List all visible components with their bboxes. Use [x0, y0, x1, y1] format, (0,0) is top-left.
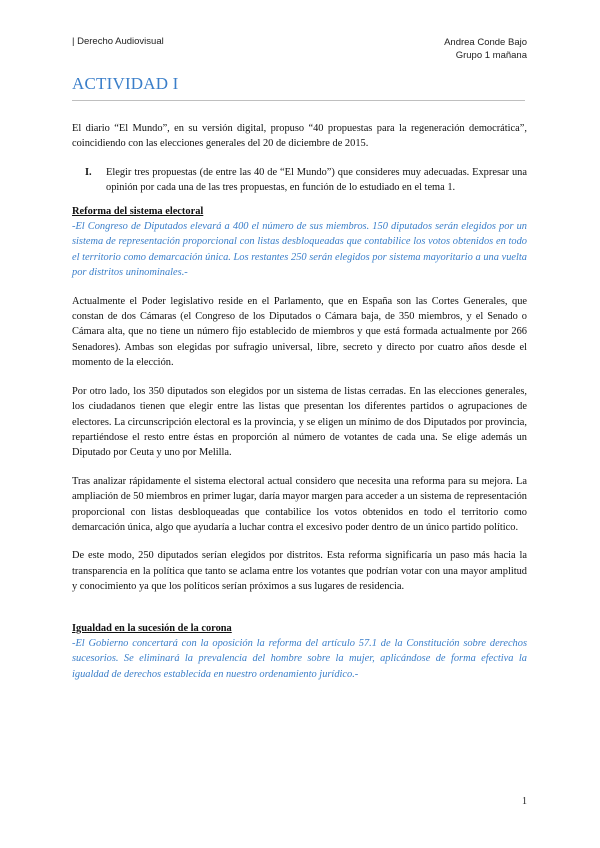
section-heading-electoral: Reforma del sistema electoral	[72, 205, 204, 217]
title-divider	[72, 100, 525, 101]
course-name: | Derecho Audiovisual	[72, 36, 164, 47]
proposal-quote-electoral: -El Congreso de Diputados elevará a 400 el número de sus miembros. 150 diputados serán elegidos por un sistema de representación proporcional con listas desbloqueadas que contabilice los votos obtenidos en todo el territorio como demarcación única. Los restantes 250 serán elegidos por sistema mayoritario a una vuelta por distritos uninominales.-	[72, 221, 527, 279]
body-paragraph: De este modo, 250 diputados serían elegidos por distritos. Esta reforma significaría un paso más hacia la transparencia en la política que tanto se aclama entre los votantes que podrían votar con una mayor amplitud y conocimiento ya que los políticos serían próximos a sus lugares de residencia.	[72, 550, 527, 593]
page-number: 1	[522, 796, 527, 807]
author-block	[444, 36, 527, 62]
section-heading-succession: Igualdad en la sucesión de la corona	[72, 622, 232, 634]
task-text: Elegir tres propuestas (de entre las 40 de “El Mundo”) que consideres muy adecuadas. Expresar una opinión por cada una de las tres propuestas, en función de lo estudiado en el tema 1.	[106, 166, 527, 194]
document-body	[72, 121, 527, 682]
document-title: ACTIVIDAD I	[72, 74, 179, 93]
task-item	[85, 165, 527, 196]
proposal-quote-succession: -El Gobierno concertará con la oposición la reforma del artículo 57.1 de la Constitución sobre derechos sucesorios. Se eliminará la prevalencia del hombre sobre la mujer, aplicándose de forma efectiva la igualdad de derechos establecida en nuestro ordenamiento jurídico.-	[72, 637, 527, 680]
author-name: Andrea Conde Bajo	[444, 37, 527, 48]
intro-paragraph: El diario “El Mundo”, en su versión digital, propuso “40 propuestas para la regeneración democrática”, coincidiendo con las elecciones generales del 20 de diciembre de 2015.	[72, 123, 527, 150]
task-number: I.	[85, 166, 92, 178]
body-paragraph: Tras analizar rápidamente el sistema electoral actual considero que necesita una reforma para su mejora. La ampliación de 50 miembros en primer lugar, daría mayor margen para acceder a un sistema de representación proporcional con listas desbloqueadas que contabilice los votos obtenidos en todo el territorio como demarcación única, algo que ayudaría a luchar contra el excesivo poder dentro de un único partido político.	[72, 475, 527, 533]
body-paragraph: Por otro lado, los 350 diputados son elegidos por un sistema de listas cerradas. En las elecciones generales, los ciudadanos tienen que elegir entre las listas que presentan los diferentes partidos o agrupaciones de electores. La circunscripción electoral es la provincia, y se eligen un mínimo de dos Diputados por provincia, repartiéndose el resto entre éstas en proporción al número de votantes de cada una. Se elige además un Diputado por Ceuta y uno por Melilla.	[72, 385, 527, 459]
group-name: Grupo 1 mañana	[455, 50, 527, 61]
body-paragraph: Actualmente el Poder legislativo reside en el Parlamento, que en España son las Cortes Generales, que constan de dos Cámaras (el Congreso de los Diputados o Cámara baja, de 350 miembros, y el Senado o Cámara alta, que no tiene un número fijo establecido de miembros y que está formada actualmente por 266 Senadores). Ambas son elegidas por sufragio universal, libre, secreto y directo por cuatro años desde el momento de la elección.	[72, 295, 527, 369]
